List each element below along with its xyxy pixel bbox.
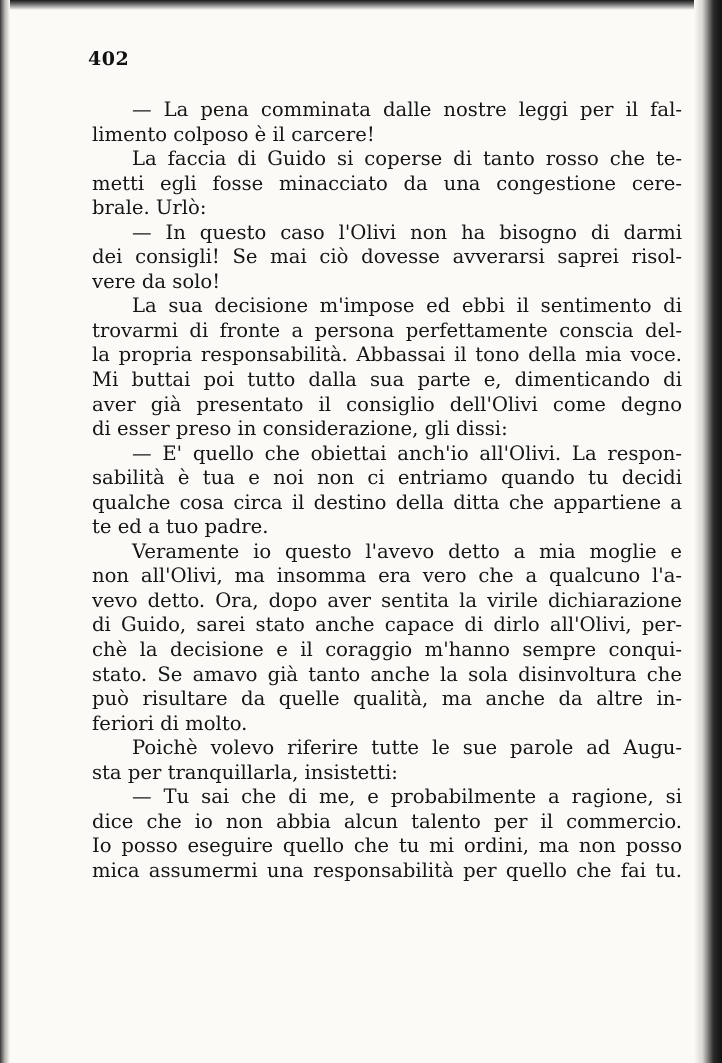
text-line: — E' quello che obiettai anch'io all'Olivi. La respon- xyxy=(132,441,682,465)
text-line: Mi buttai poi tutto dalla sua parte e, dimenticando di xyxy=(92,368,682,392)
text-line: vevo detto. Ora, dopo aver sentita la virile dichiarazione xyxy=(92,588,682,612)
text-line: dei consigli! Se mai ciò dovesse avverarsi saprei risol- xyxy=(92,245,682,269)
text-line: — In questo caso l'Olivi non ha bisogno di darmi xyxy=(132,220,682,244)
text-line: la propria responsabilità. Abbassai il tono della mia voce. xyxy=(92,343,682,367)
text-line: Io posso eseguire quello che tu mi ordini, ma non posso xyxy=(92,834,682,858)
text-line: di Guido, sarei stato anche capace di dirlo all'Olivi, per- xyxy=(92,613,682,637)
text-line: stato. Se amavo già tanto anche la sola disinvoltura che xyxy=(92,662,682,686)
text-line: sabilità è tua e noi non ci entriamo quando tu decidi xyxy=(92,466,682,490)
text-line: La faccia di Guido si coperse di tanto rosso che te- xyxy=(132,147,682,171)
text-line: di esser preso in considerazione, gli dissi: xyxy=(92,417,508,441)
text-line: Veramente io questo l'avevo detto a mia moglie e xyxy=(132,539,682,563)
text-line: te ed a tuo padre. xyxy=(92,515,269,539)
text-line: aver già presentato il consiglio dell'Olivi come degno xyxy=(92,392,682,416)
text-line: sta per tranquillarla, insistetti: xyxy=(92,760,398,784)
text-line: La sua decisione m'impose ed ebbi il sentimento di xyxy=(132,294,682,318)
text-line: brale. Urlò: xyxy=(92,196,207,220)
scan-shadow-right xyxy=(694,0,722,1063)
text-line: può risultare da quelle qualità, ma anche da altre in- xyxy=(92,687,682,711)
text-line: — La pena comminata dalle nostre leggi per il fal- xyxy=(132,98,682,121)
text-line: mica assumermi una responsabilità per quello che fai tu. xyxy=(92,858,682,882)
text-line: limento colposo è il carcere! xyxy=(92,122,375,146)
text-line: qualche cosa circa il destino della ditta che appartiene a xyxy=(92,490,682,514)
text-line: Poichè volevo riferire tutte le sue parole ad Augu- xyxy=(132,736,682,760)
scan-shadow-left xyxy=(0,0,10,1063)
scan-shadow-top xyxy=(0,0,722,10)
body-text xyxy=(92,98,682,884)
text-line: non all'Olivi, ma insomma era vero che a qualcuno l'a- xyxy=(92,564,682,588)
text-line: trovarmi di fronte a persona perfettamente conscia del- xyxy=(92,318,682,342)
text-line: feriori di molto. xyxy=(92,711,248,735)
page-number: 402 xyxy=(88,48,130,70)
text-line: metti egli fosse minacciato da una congestione cere- xyxy=(92,171,682,195)
text-line: dice che io non abbia alcun talento per il commercio. xyxy=(92,809,682,833)
text-line: chè la decisione e il coraggio m'hanno sempre conqui- xyxy=(92,638,682,662)
text-line: — Tu sai che di me, e probabilmente a ragione, si xyxy=(132,785,682,809)
text-line: vere da solo! xyxy=(92,269,221,293)
